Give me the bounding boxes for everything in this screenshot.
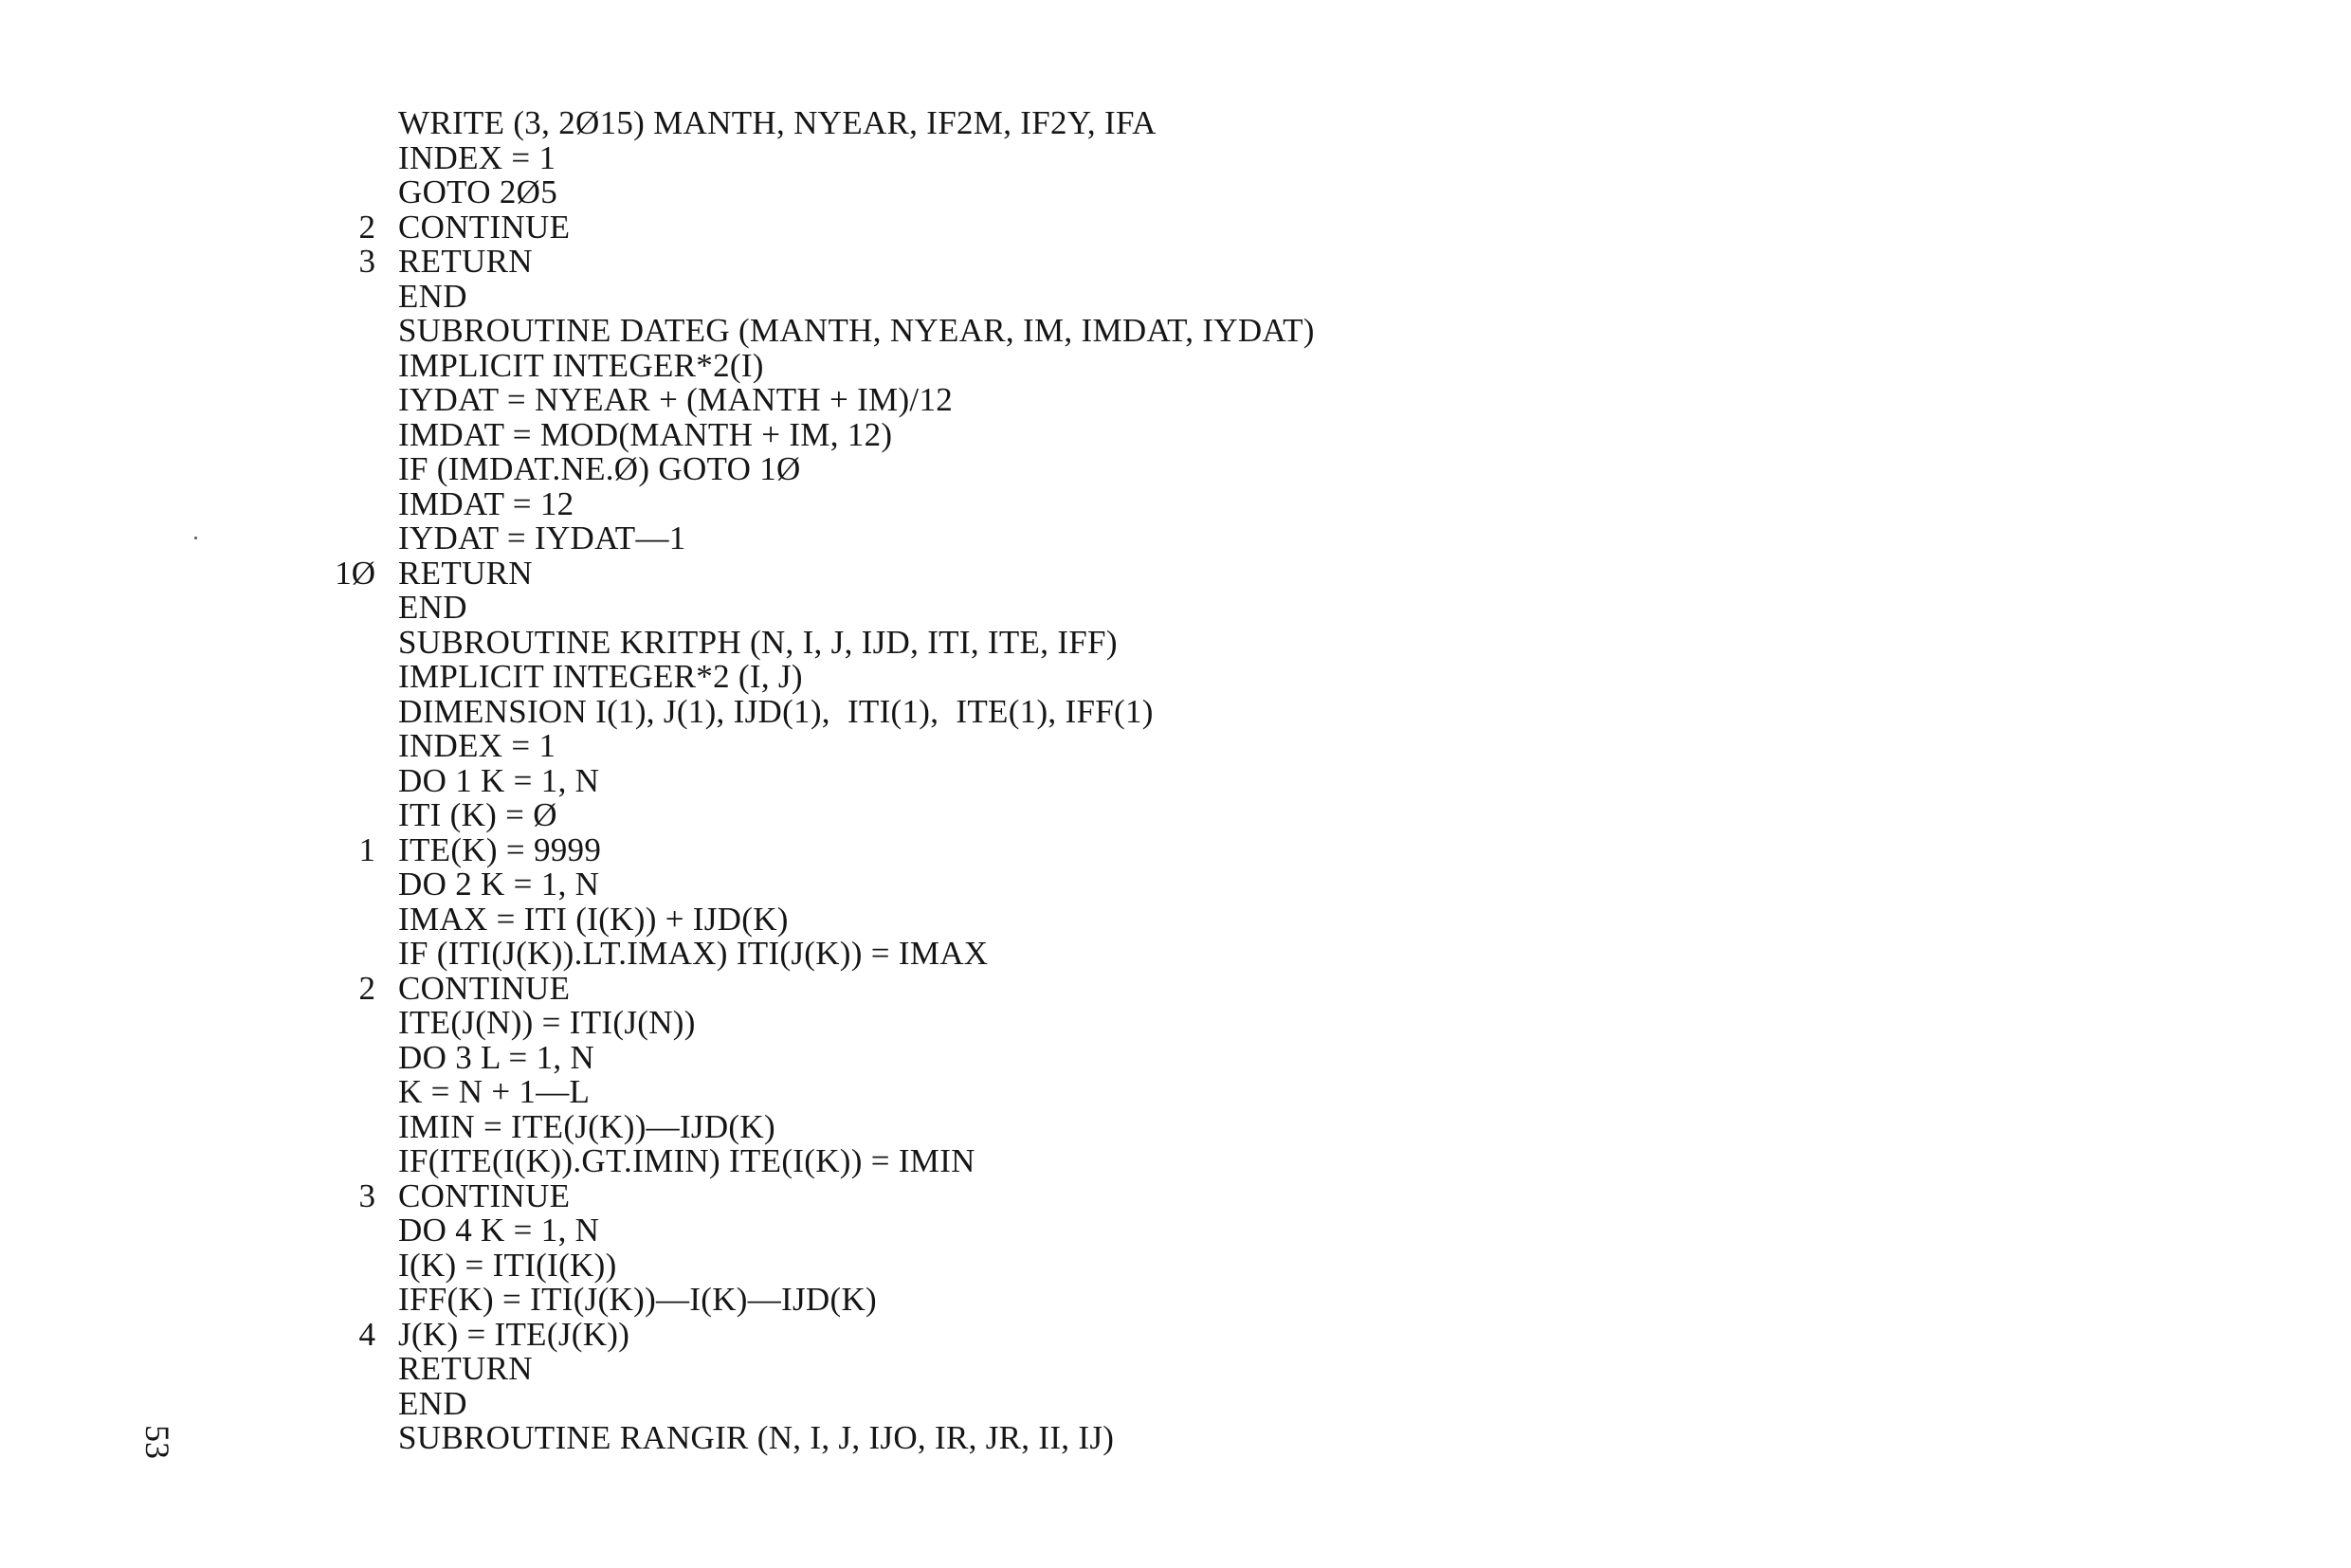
code-line: [313, 867, 1640, 903]
code-line: [313, 138, 1640, 176]
code-line: [313, 1352, 1640, 1387]
page-number: 53: [138, 1425, 176, 1459]
statement-label: 4: [358, 1315, 375, 1353]
code-line: [313, 1107, 1640, 1145]
statement-text: INDEX = 1: [398, 138, 556, 176]
statement-text: GOTO 2Ø5: [398, 173, 558, 210]
code-line: [313, 314, 1640, 349]
code-line: [313, 937, 1640, 972]
code-line: [313, 660, 1640, 695]
statement-label: 1Ø: [335, 554, 375, 592]
code-line: [313, 1315, 1640, 1353]
statement-text: ITI (K) = Ø: [398, 796, 557, 833]
statement-text: RETURN: [398, 243, 533, 280]
statement-text: END: [398, 1384, 467, 1422]
code-line: [313, 1176, 1640, 1214]
statement-label: 1: [358, 830, 375, 868]
statement-text: SUBROUTINE RANGIR (N, I, J, IJO, IR, JR, II, IJ): [398, 1419, 1115, 1456]
statement-text: CONTINUE: [398, 1176, 571, 1214]
code-line: [313, 521, 1640, 556]
statement-text: IMPLICIT INTEGER*2(I): [398, 346, 764, 384]
code-line: [313, 484, 1640, 522]
statement-text: CONTINUE: [398, 969, 571, 1007]
statement-text: DO 4 K = 1, N: [398, 1212, 600, 1249]
code-line: [313, 415, 1640, 453]
code-line: [313, 106, 1640, 141]
code-line: [313, 692, 1640, 730]
code-line: [313, 729, 1640, 764]
statement-text: END: [398, 277, 467, 315]
statement-text: IF(ITE(I(K)).GT.IMIN) ITE(I(K)) = IMIN: [398, 1142, 975, 1179]
statement-text: IYDAT = NYEAR + (MANTH + IM)/12: [398, 381, 954, 418]
statement-text: WRITE (3, 2Ø15) MANTH, NYEAR, IF2M, IF2Y, IFA: [398, 104, 1157, 141]
statement-text: DO 2 K = 1, N: [398, 866, 600, 903]
statement-text: DIMENSION I(1), J(1), IJD(1), ITI(1), ITE(1), IFF(1): [398, 692, 1154, 730]
code-line: [313, 1006, 1640, 1041]
statement-text: INDEX = 1: [398, 727, 556, 764]
statement-text: SUBROUTINE KRITPH (N, I, J, IJD, ITI, ITE, IFF): [398, 623, 1118, 661]
code-line: [313, 210, 1640, 246]
code-line: [313, 900, 1640, 938]
code-line: [313, 761, 1640, 799]
statement-text: IMAX = ITI (I(K)) + IJD(K): [398, 900, 789, 938]
statement-text: IFF(K) = ITI(J(K))—I(K)—IJD(K): [398, 1281, 877, 1318]
statement-text: IF (IMDAT.NE.Ø) GOTO 1Ø: [398, 450, 801, 487]
statement-text: END: [398, 589, 467, 626]
statement-label: 2: [358, 208, 375, 246]
code-line: [313, 1283, 1640, 1318]
statement-text: J(K) = ITE(J(K)): [398, 1315, 630, 1353]
code-line: [313, 1384, 1640, 1422]
statement-text: DO 3 L = 1, N: [398, 1038, 595, 1076]
code-line: [313, 623, 1640, 661]
statement-text: DO 1 K = 1, N: [398, 761, 600, 799]
statement-text: RETURN: [398, 1350, 533, 1387]
code-line: [313, 1213, 1640, 1249]
code-line: [313, 346, 1640, 384]
code-line: [313, 798, 1640, 833]
statement-label: 3: [358, 1176, 375, 1214]
code-line: [313, 969, 1640, 1007]
code-line: [313, 1144, 1640, 1179]
fortran-code-listing: [313, 106, 1640, 1456]
statement-text: IF (ITI(J(K)).LT.IMAX) ITI(J(K)) = IMAX: [398, 935, 989, 972]
statement-text: IMIN = ITE(J(K))—IJD(K): [398, 1107, 775, 1145]
code-line: [313, 245, 1640, 280]
code-line: [313, 1421, 1640, 1456]
statement-text: K = N + 1—L: [398, 1073, 591, 1110]
statement-text: IYDAT = IYDAT—1: [398, 520, 686, 556]
code-line: [313, 556, 1640, 592]
statement-text: ITE(J(N)) = ITI(J(N)): [398, 1004, 696, 1041]
code-line: [313, 452, 1640, 487]
statement-text: IMPLICIT INTEGER*2 (I, J): [398, 658, 803, 695]
code-line: [313, 830, 1640, 868]
code-line: [313, 591, 1640, 626]
statement-text: IMDAT = 12: [398, 484, 574, 522]
statement-text: SUBROUTINE DATEG (MANTH, NYEAR, IM, IMDAT, IYDAT): [398, 312, 1315, 349]
statement-text: ITE(K) = 9999: [398, 830, 602, 868]
statement-text: CONTINUE: [398, 208, 571, 246]
code-line: [313, 1075, 1640, 1110]
scan-speck: [194, 537, 197, 539]
code-line: [313, 1038, 1640, 1076]
statement-text: IMDAT = MOD(MANTH + IM, 12): [398, 415, 893, 453]
code-line: [313, 277, 1640, 315]
statement-text: RETURN: [398, 554, 533, 592]
code-line: [313, 1246, 1640, 1284]
code-line: [313, 175, 1640, 210]
code-line: [313, 383, 1640, 418]
statement-text: I(K) = ITI(I(K)): [398, 1246, 617, 1284]
statement-label: 2: [358, 969, 375, 1007]
statement-label: 3: [358, 243, 375, 280]
